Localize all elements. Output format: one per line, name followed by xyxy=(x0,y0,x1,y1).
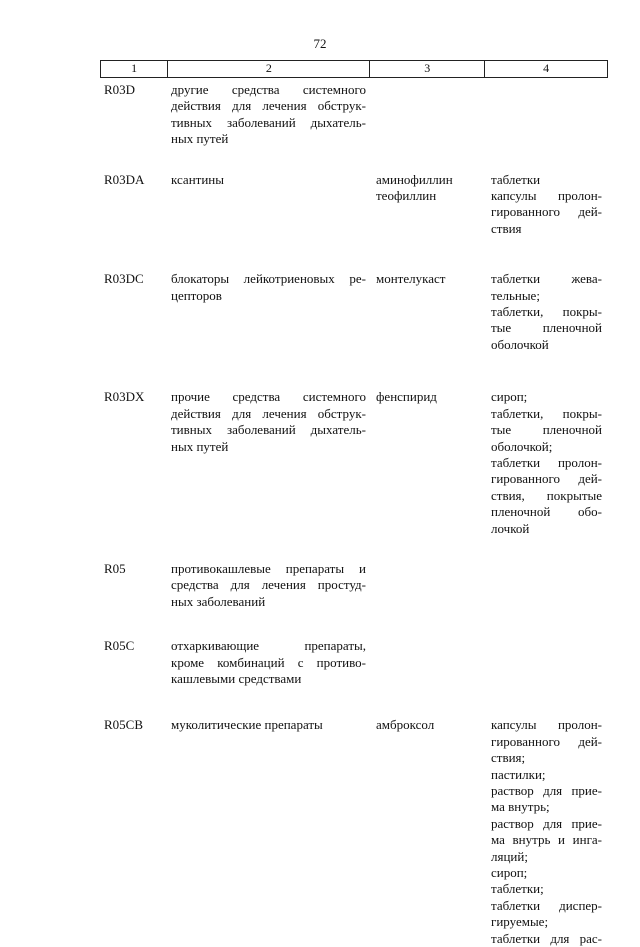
table-row xyxy=(100,389,608,537)
dosage-forms xyxy=(485,561,608,610)
substance-list xyxy=(370,389,485,537)
dosage-form-line: таблетки, покры- xyxy=(491,304,602,320)
group-name-line: ксантины xyxy=(171,171,224,187)
dosage-form-line: гированного дей- xyxy=(491,733,602,749)
dosage-form-line: гированного дей- xyxy=(491,471,602,487)
group-name xyxy=(167,271,370,353)
dosage-form-line: таблетки, покры- xyxy=(491,405,602,421)
dosage-form-line: ствия, покрытые xyxy=(491,487,602,503)
table-row xyxy=(100,561,608,610)
dosage-forms xyxy=(485,717,608,947)
substance-list xyxy=(370,172,485,238)
group-name-line: муколитические препараты xyxy=(171,717,323,733)
atc-code: R05 xyxy=(104,560,126,576)
group-name-line: действия для лечения обструк- xyxy=(171,405,366,421)
group-name xyxy=(167,717,370,947)
substance-name: теофиллин xyxy=(376,188,437,204)
header-cell-3: 3 xyxy=(369,61,484,77)
group-name-line: прочие средства системного xyxy=(171,389,366,405)
group-name-line: противокашлевые препараты и xyxy=(171,560,366,576)
substance-name: монтелукаст xyxy=(376,271,446,287)
atc-code: R03D xyxy=(104,82,136,97)
group-name-line: другие средства системного xyxy=(171,82,366,97)
dosage-form-line: лочкой xyxy=(491,520,530,536)
group-name-line: средства для лечения простуд- xyxy=(171,577,366,593)
page-number: 72 xyxy=(313,36,327,51)
dosage-form-line: ма внутрь; xyxy=(491,799,550,815)
dosage-form-line: оболочкой; xyxy=(491,438,553,454)
atc-code: R03DA xyxy=(104,171,145,187)
dosage-form-line: капсулы пролон- xyxy=(491,188,602,204)
substance-name: амброксол xyxy=(376,717,435,733)
dosage-form-line: тельные; xyxy=(491,287,540,303)
table-header xyxy=(100,60,608,78)
dosage-form-line: ствия xyxy=(491,220,522,236)
dosage-form-line: ляций; xyxy=(491,848,528,864)
group-name-line: тивных заболеваний дыхатель- xyxy=(171,422,366,438)
atc-code: R05C xyxy=(104,638,135,654)
group-name-line: ных путей xyxy=(171,131,229,147)
group-name-line: ных путей xyxy=(171,438,229,454)
substance-list xyxy=(370,561,485,610)
group-name xyxy=(167,638,370,687)
atc-code: R05CB xyxy=(104,717,144,733)
dosage-form-line: таблетки; xyxy=(491,881,544,897)
dosage-forms xyxy=(485,172,608,238)
group-name xyxy=(167,389,370,537)
group-name xyxy=(167,82,370,148)
dosage-forms xyxy=(485,389,608,537)
dosage-form-line: капсулы пролон- xyxy=(491,717,602,733)
dosage-form-line: сироп; xyxy=(491,389,528,405)
dosage-form-line: ствия; xyxy=(491,750,526,766)
header-cell-4: 4 xyxy=(484,61,607,77)
group-name-line: действия для лечения обструк- xyxy=(171,98,366,114)
substance-name: фенспирид xyxy=(376,389,437,405)
group-name xyxy=(167,561,370,610)
substance-name: аминофиллин xyxy=(376,171,453,187)
group-name-line: тивных заболеваний дыхатель- xyxy=(171,114,366,130)
group-name-line: ных заболеваний xyxy=(171,593,266,609)
dosage-form-line: тые пленочной xyxy=(491,320,602,336)
table-row xyxy=(100,717,608,947)
dosage-form-line: таблетки для рас- xyxy=(491,930,602,946)
dosage-form-line: таблетки жева- xyxy=(491,271,602,287)
group-name-line: кашлевыми средствами xyxy=(171,670,302,686)
header-cell-1: 1 xyxy=(131,61,138,75)
header-cell-2: 2 xyxy=(167,61,369,77)
substance-list xyxy=(370,271,485,353)
dosage-form-line: таблетки пролон- xyxy=(491,454,602,470)
dosage-form-line: гированного дей- xyxy=(491,204,602,220)
dosage-form-line: пастилки; xyxy=(491,766,546,782)
dosage-form-line: оболочкой xyxy=(491,336,549,352)
dosage-form-line: таблетки xyxy=(491,171,541,187)
drug-table xyxy=(100,60,608,947)
dosage-form-line: раствор для прие- xyxy=(491,783,602,798)
dosage-form-line: сироп; xyxy=(491,865,528,881)
dosage-form-line: гируемые; xyxy=(491,914,549,930)
table-row xyxy=(100,82,608,148)
substance-list xyxy=(370,638,485,687)
dosage-form-line: раствор для прие- xyxy=(491,815,602,831)
dosage-form-line: тые пленочной xyxy=(491,422,602,438)
dosage-forms xyxy=(485,271,608,353)
dosage-form-line: таблетки диспер- xyxy=(491,897,602,913)
dosage-forms xyxy=(485,638,608,687)
table-body xyxy=(100,82,608,947)
group-name xyxy=(167,172,370,238)
table-row xyxy=(100,271,608,353)
atc-code: R03DC xyxy=(104,271,144,287)
atc-code: R03DX xyxy=(104,389,145,405)
dosage-form-line: ма внутрь и инга- xyxy=(491,832,602,848)
dosage-form-line: пленочной обо- xyxy=(491,504,602,520)
group-name-line: блокаторы лейкотриеновых ре- xyxy=(171,271,366,287)
dosage-forms xyxy=(485,82,608,148)
table-row xyxy=(100,172,608,238)
group-name-line: цепторов xyxy=(171,287,222,303)
group-name-line: отхаркивающие препараты, xyxy=(171,638,366,654)
table-row xyxy=(100,638,608,687)
substance-list xyxy=(370,82,485,148)
group-name-line: кроме комбинаций с противо- xyxy=(171,654,366,670)
substance-list xyxy=(370,717,485,947)
